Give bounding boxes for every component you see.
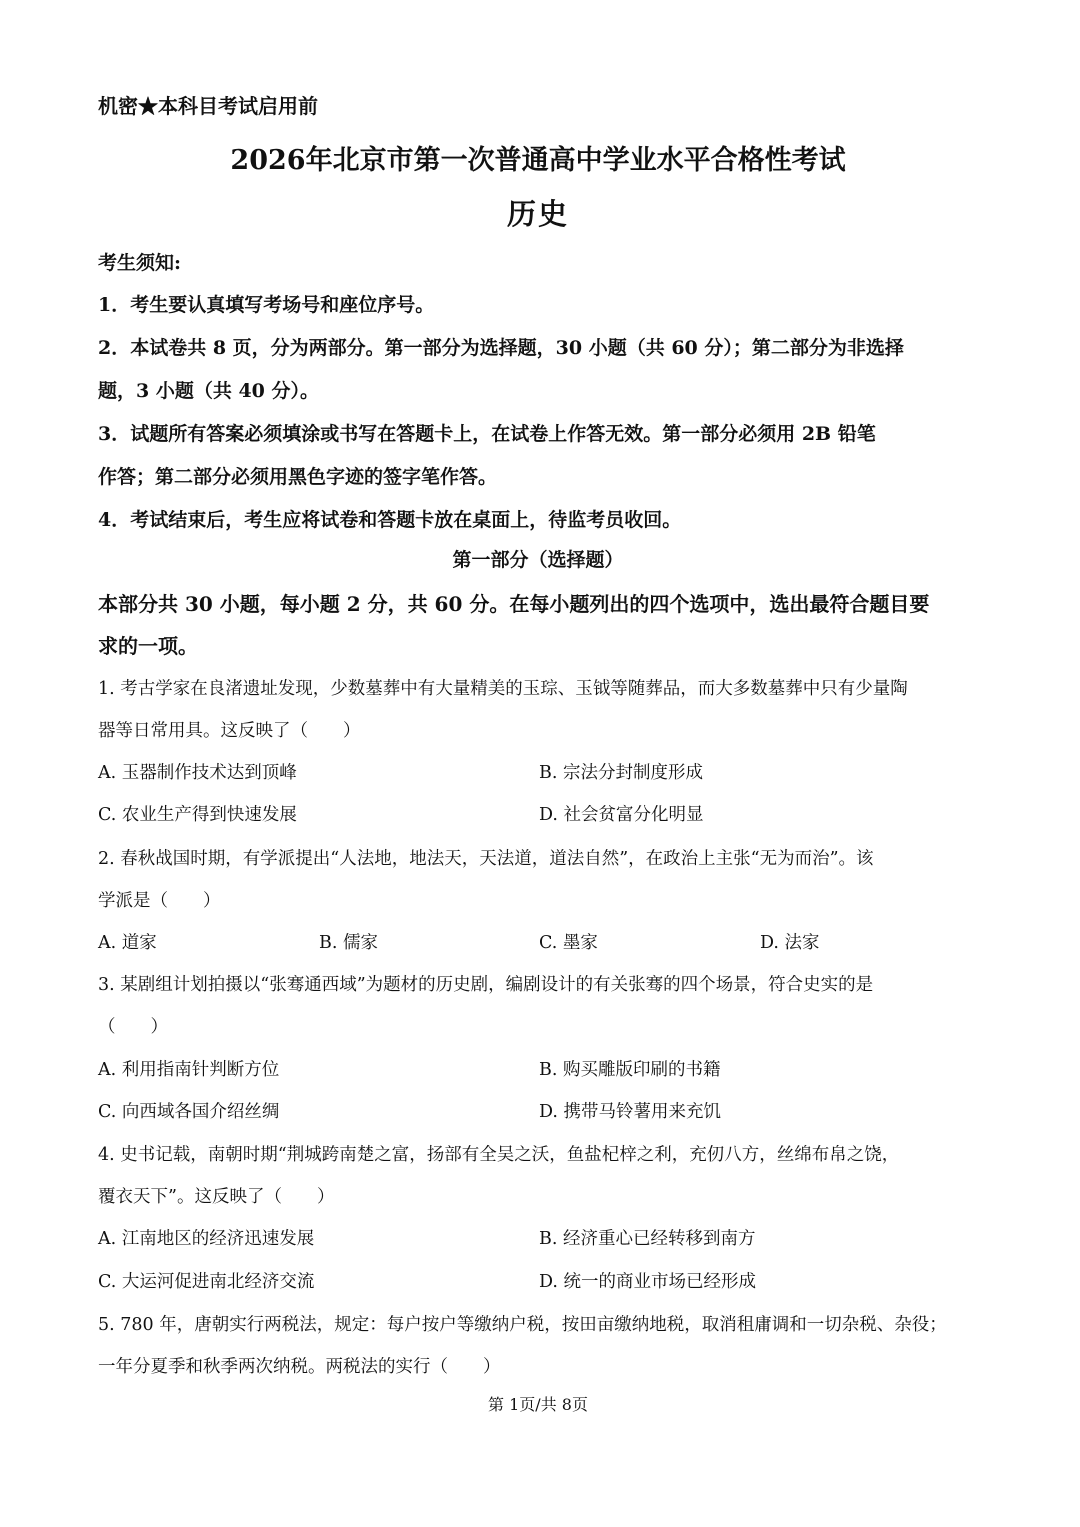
notice-line: 4．考试结束后，考生应将试卷和答题卡放在桌面上，待监考员收回。 <box>98 509 682 531</box>
question-4-option-d: D. 统一的商业市场已经形成 <box>539 1272 757 1292</box>
question-4-option-b: B. 经济重心已经转移到南方 <box>539 1229 756 1249</box>
question-5-text: 一年分夏季和秋季两次纳税。两税法的实行（ ） <box>98 1357 501 1377</box>
notice-line: 2．本试卷共 8 页，分为两部分。第一部分为选择题，30 小题（共 60 分）；第二部分为非选择 <box>98 337 904 359</box>
question-1-text: 器等日常用具。这反映了（ ） <box>98 721 361 741</box>
notice-line: 题，3 小题（共 40 分）。 <box>98 380 320 402</box>
question-3-option-a: A. 利用指南针判断方位 <box>98 1060 280 1080</box>
page-number: 第 1页/共 8页 <box>488 1395 588 1414</box>
question-4-option-a: A. 江南地区的经济迅速发展 <box>98 1229 315 1249</box>
question-2-option-a: A. 道家 <box>98 933 157 953</box>
question-5-text: 5. 780 年，唐朝实行两税法，规定：每户按户等缴纳户税，按田亩缴纳地税，取消租庸调和一切杂税、杂役； <box>98 1315 947 1335</box>
confidential-mark: 机密★本科目考试启用前 <box>98 94 318 118</box>
question-3-option-b: B. 购买雕版印刷的书籍 <box>539 1060 721 1080</box>
part-one-intro: 本部分共 30 小题，每小题 2 分，共 60 分。在每小题列出的四个选项中，选出最符合题目要 <box>98 592 930 616</box>
question-2-text: 学派是（ ） <box>98 891 221 911</box>
question-2-option-c: C. 墨家 <box>539 933 598 953</box>
notice-line: 作答；第二部分必须用黑色字迹的签字笔作答。 <box>98 466 498 488</box>
question-3-option-c: C. 向西域各国介绍丝绸 <box>98 1102 280 1122</box>
question-2-option-d: D. 法家 <box>760 933 820 953</box>
question-1-text: 1. 考古学家在良渚遗址发现，少数墓葬中有大量精美的玉琮、玉钺等随葬品，而大多数墓葬中只有少量陶 <box>98 679 908 699</box>
question-4-text: 4. 史书记载，南朝时期“荆城跨南楚之富，扬部有全吴之沃，鱼盐杞梓之利，充仞八方，丝绵布帛之饶， <box>98 1145 900 1165</box>
question-2-text: 2. 春秋战国时期，有学派提出“人法地，地法天，天法道，道法自然”，在政治上主张“无为而治”。该 <box>98 849 874 869</box>
exam-title: 2026年北京市第一次普通高中学业水平合格性考试 <box>230 145 846 176</box>
question-1-option-b: B. 宗法分封制度形成 <box>539 763 703 783</box>
question-3-text: （ ） <box>98 1017 168 1037</box>
part-one-title: 第一部分（选择题） <box>452 549 624 571</box>
question-2-option-b: B. 儒家 <box>319 933 378 953</box>
part-one-intro: 求的一项。 <box>98 634 198 658</box>
question-4-option-c: C. 大运河促进南北经济交流 <box>98 1272 315 1292</box>
subject-title: 历史 <box>506 197 569 231</box>
question-1-option-d: D. 社会贫富分化明显 <box>539 805 704 825</box>
question-3-option-d: D. 携带马铃薯用来充饥 <box>539 1102 722 1122</box>
question-3-text: 3. 某剧组计划拍摄以“张骞通西域”为题材的历史剧，编剧设计的有关张骞的四个场景，符合史实的是 <box>98 975 874 995</box>
notice-heading: 考生须知: <box>98 252 182 274</box>
question-1-option-c: C. 农业生产得到快速发展 <box>98 805 297 825</box>
notice-line: 3．试题所有答案必须填涂或书写在答题卡上，在试卷上作答无效。第一部分必须用 2B 铅笔 <box>98 423 876 445</box>
notice-line: 1．考生要认真填写考场号和座位序号。 <box>98 294 435 316</box>
question-1-option-a: A. 玉器制作技术达到顶峰 <box>98 763 297 783</box>
question-4-text: 覆衣天下”。这反映了（ ） <box>98 1187 335 1207</box>
